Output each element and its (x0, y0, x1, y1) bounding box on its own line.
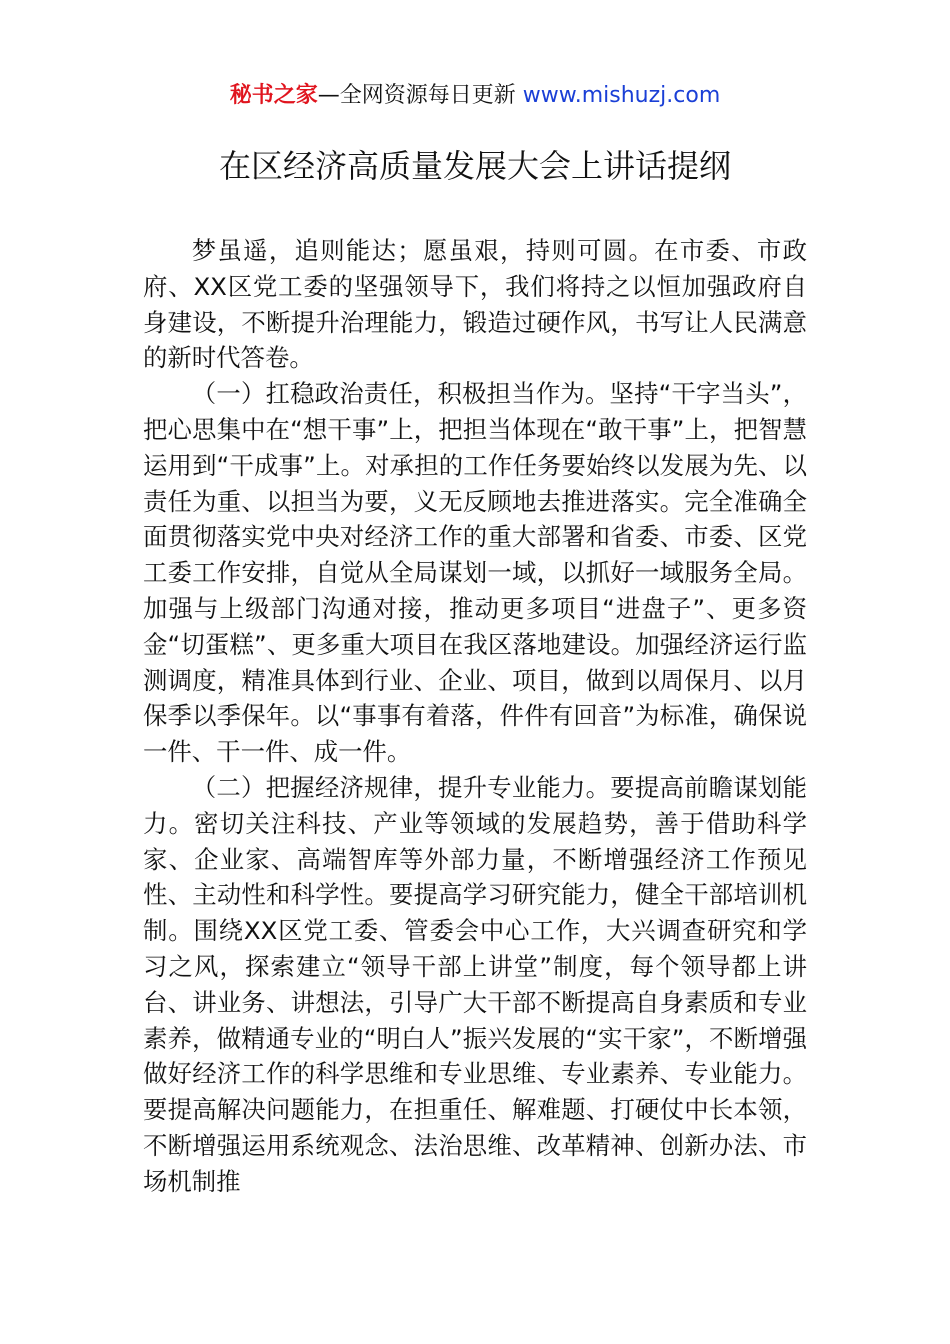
body-paragraph-intro: 梦虽遥，追则能达；愿虽艰，持则可圆。在市委、市政府、XX区党工委的坚强领导下，我们将持之以恒加强政府自身建设，不断提升治理能力，锻造过硬作风，书写让人民满意的新时代答卷。 (143, 236, 807, 373)
site-url-link[interactable]: www.mishuzj.com (522, 83, 721, 108)
site-tagline: —全网资源每日更新 (317, 83, 523, 108)
document-body (143, 233, 807, 1200)
site-brand: 秘书之家 (229, 83, 318, 108)
site-header (0, 80, 950, 112)
document-title: 在区经济高质量发展大会上讲话提纲 (218, 147, 731, 185)
body-paragraph-section-2: （二）把握经济规律，提升专业能力。要提高前瞻谋划能力。密切关注科技、产业等领域的发展趋势，善于借助科学家、企业家、高端智库等外部力量，不断增强经济工作预见性、主动性和科学性。要提高学习研究能力，健全干部培训机制。围绕XX区党工委、管委会中心工作，大兴调查研究和学习之风，探索建立“领导干部上讲堂”制度，每个领导都上讲台、讲业务、讲想法，引导广大干部不断提高自身素质和专业素养，做精通专业的“明白人”振兴发展的“实干家”，不断增强做好经济工作的科学思维和专业思维、专业素养、专业能力。要提高解决问题能力，在担重任、解难题、打硬仗中长本领，不断增强运用系统观念、法治思维、改革精神、创新办法、市场机制推 (143, 772, 807, 1196)
body-paragraph-section-1: （一）扛稳政治责任，积极担当作为。坚持“干字当头”，把心思集中在“想干事”上，把担当体现在“敢干事”上，把智慧运用到“干成事”上。对承担的工作任务要始终以发展为先、以责任为重、以担当为要，义无反顾地去推进落实。完全准确全面贯彻落实党中央对经济工作的重大部署和省委、市委、区党工委工作安排，自觉从全局谋划一域，以抓好一域服务全局。加强与上级部门沟通对接，推动更多项目“进盘子”、更多资金“切蛋糕”、更多重大项目在我区落地建设。加强经济运行监测调度，精准具体到行业、企业、项目，做到以周保月、以月保季以季保年。以“事事有着落，件件有回音”为标准，确保说一件、干一件、成一件。 (143, 379, 807, 767)
